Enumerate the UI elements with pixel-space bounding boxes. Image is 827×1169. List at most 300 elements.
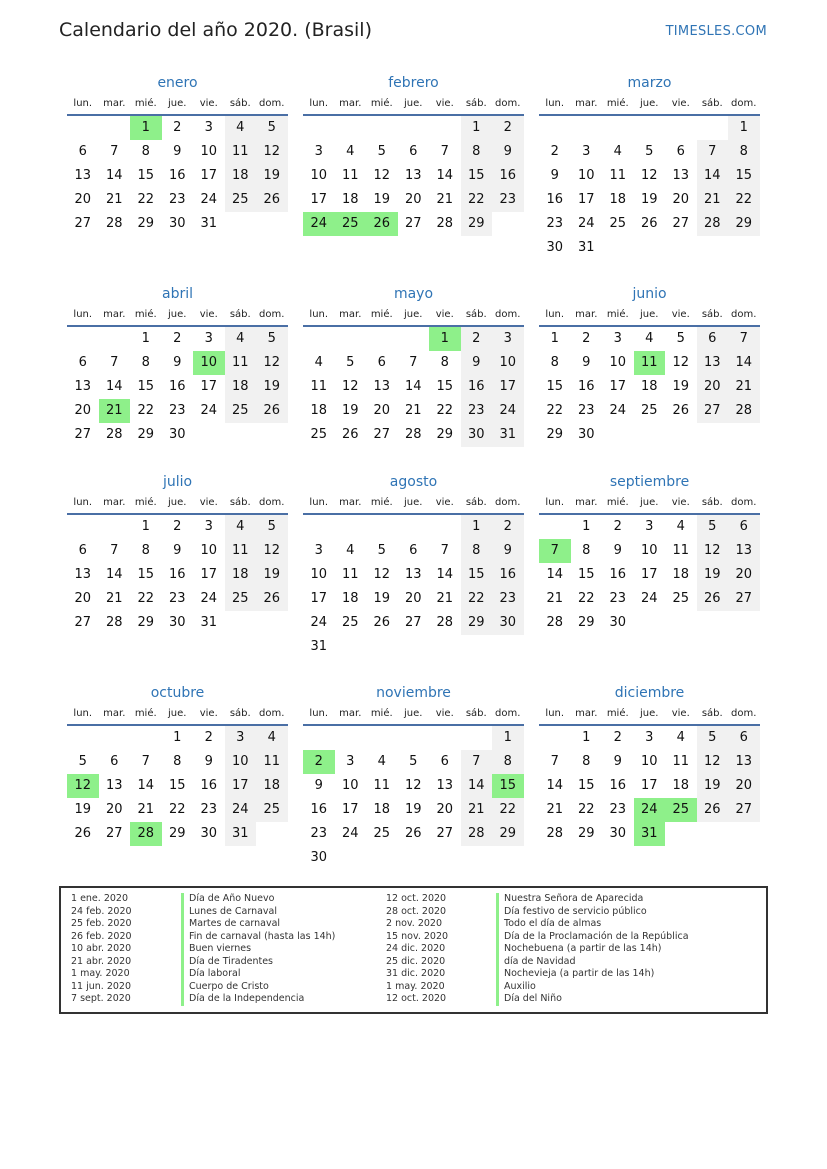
legend-row xyxy=(386,918,689,931)
day-cell: 23 xyxy=(168,192,186,207)
day-cell: 7 xyxy=(440,543,449,558)
holiday-day-cell: 10 xyxy=(193,351,225,375)
weekday-label: lun. xyxy=(73,98,93,109)
day-cell: 25 xyxy=(225,188,257,212)
day-cell: 16 xyxy=(492,563,524,587)
day-cell: 14 xyxy=(105,567,123,582)
empty-cell xyxy=(461,726,493,750)
empty-cell xyxy=(303,515,335,539)
day-cell: 17 xyxy=(341,802,359,817)
day-cell: 5 xyxy=(409,754,418,769)
empty-cell xyxy=(67,726,99,750)
day-cell: 29 xyxy=(137,615,155,630)
weekday-label: vie. xyxy=(671,98,690,109)
day-cell: 27 xyxy=(728,798,760,822)
day-cell: 7 xyxy=(550,754,559,769)
weekday-label: jue. xyxy=(168,309,187,320)
day-cell: 24 xyxy=(640,591,658,606)
weekday-label: sáb. xyxy=(465,309,487,320)
day-cell: 1 xyxy=(492,726,524,750)
legend-row xyxy=(386,981,689,994)
day-cell: 22 xyxy=(137,591,155,606)
weekday-header xyxy=(67,704,288,726)
day-cell: 6 xyxy=(78,543,87,558)
empty-cell xyxy=(539,116,571,140)
weekday-label: mar. xyxy=(575,708,598,719)
month-name: febrero xyxy=(388,75,439,91)
weekday-label: dom. xyxy=(259,309,285,320)
legend-color-marker xyxy=(181,981,184,994)
day-cell: 14 xyxy=(697,164,729,188)
empty-cell xyxy=(130,726,162,750)
weekday-label: lun. xyxy=(309,309,329,320)
day-cell: 19 xyxy=(697,563,729,587)
day-cell: 5 xyxy=(256,327,288,351)
day-cell: 3 xyxy=(645,730,654,745)
day-cell: 6 xyxy=(676,144,685,159)
day-cell: 7 xyxy=(110,543,119,558)
legend-holiday-name: Nochevieja (a partir de las 14h) xyxy=(504,968,655,979)
day-cell: 20 xyxy=(728,774,760,798)
day-cell: 29 xyxy=(492,822,524,846)
weekday-label: dom. xyxy=(259,98,285,109)
day-cell: 24 xyxy=(200,403,218,418)
legend-date: 28 oct. 2020 xyxy=(386,905,447,917)
day-cell: 17 xyxy=(577,192,595,207)
legend-row xyxy=(386,956,689,969)
legend-holiday-name: Nochebuena (a partir de las 14h) xyxy=(504,943,662,954)
weekday-header xyxy=(67,305,288,327)
day-cell: 26 xyxy=(672,403,690,418)
day-grid xyxy=(67,116,288,236)
day-cell: 8 xyxy=(582,543,591,558)
holiday-day-cell: 25 xyxy=(335,212,367,236)
day-cell: 2 xyxy=(550,144,559,159)
empty-cell xyxy=(99,116,131,140)
day-cell: 24 xyxy=(200,192,218,207)
day-grid xyxy=(67,327,288,447)
day-cell: 21 xyxy=(546,802,564,817)
empty-cell xyxy=(303,327,335,351)
weekday-label: dom. xyxy=(495,309,521,320)
legend-holiday-name: Día laboral xyxy=(189,968,241,979)
day-cell: 23 xyxy=(310,826,328,841)
legend-row xyxy=(71,993,335,1006)
day-cell: 10 xyxy=(310,168,328,183)
day-cell: 16 xyxy=(461,375,493,399)
day-cell: 23 xyxy=(492,188,524,212)
weekday-label: mié. xyxy=(134,708,157,719)
day-cell: 9 xyxy=(173,355,182,370)
day-cell: 1 xyxy=(173,730,182,745)
month-septiembre xyxy=(539,471,760,635)
day-cell: 22 xyxy=(461,188,493,212)
day-cell: 11 xyxy=(373,778,391,793)
weekday-label: jue. xyxy=(168,708,187,719)
day-cell: 20 xyxy=(728,563,760,587)
day-cell: 23 xyxy=(168,403,186,418)
day-cell: 22 xyxy=(137,192,155,207)
month-name: octubre xyxy=(150,685,205,701)
day-cell: 12 xyxy=(373,567,391,582)
month-name: julio xyxy=(162,474,193,490)
day-cell: 13 xyxy=(404,567,422,582)
empty-cell xyxy=(67,116,99,140)
day-cell: 3 xyxy=(492,327,524,351)
day-cell: 21 xyxy=(105,591,123,606)
day-cell: 15 xyxy=(137,168,155,183)
weekday-header xyxy=(539,493,760,515)
weekday-label: mar. xyxy=(103,708,126,719)
holiday-day-cell: 15 xyxy=(492,774,524,798)
month-mayo xyxy=(303,283,524,447)
empty-cell xyxy=(303,726,335,750)
day-cell: 9 xyxy=(550,168,559,183)
day-cell: 7 xyxy=(141,754,150,769)
day-cell: 12 xyxy=(373,168,391,183)
legend-color-marker xyxy=(496,993,499,1006)
weekday-header xyxy=(303,493,524,515)
day-cell: 5 xyxy=(78,754,87,769)
day-cell: 30 xyxy=(200,826,218,841)
weekday-header xyxy=(303,704,524,726)
day-cell: 18 xyxy=(225,563,257,587)
day-cell: 2 xyxy=(613,730,622,745)
day-cell: 7 xyxy=(110,144,119,159)
weekday-label: mié. xyxy=(606,309,629,320)
legend-date: 25 dic. 2020 xyxy=(386,955,446,967)
day-cell: 11 xyxy=(256,750,288,774)
month-julio xyxy=(67,471,288,635)
day-cell: 3 xyxy=(346,754,355,769)
weekday-label: mar. xyxy=(103,309,126,320)
day-cell: 10 xyxy=(225,750,257,774)
day-cell: 3 xyxy=(204,519,213,534)
weekday-label: vie. xyxy=(199,708,218,719)
day-cell: 10 xyxy=(200,144,218,159)
day-cell: 27 xyxy=(404,615,422,630)
legend-color-marker xyxy=(181,931,184,944)
day-cell: 27 xyxy=(373,427,391,442)
day-cell: 28 xyxy=(436,615,454,630)
day-cell: 2 xyxy=(173,519,182,534)
weekday-label: dom. xyxy=(495,708,521,719)
brand-link[interactable]: TIMESLES.COM xyxy=(665,24,767,39)
weekday-label: jue. xyxy=(168,98,187,109)
legend-date: 7 sept. 2020 xyxy=(71,993,131,1004)
day-cell: 16 xyxy=(168,168,186,183)
day-cell: 24 xyxy=(225,798,257,822)
legend-color-marker xyxy=(181,943,184,956)
day-cell: 14 xyxy=(728,351,760,375)
day-cell: 20 xyxy=(404,192,422,207)
day-cell: 11 xyxy=(310,379,328,394)
day-cell: 21 xyxy=(137,802,155,817)
day-grid xyxy=(67,515,288,635)
month-name: abril xyxy=(161,286,193,302)
day-cell: 1 xyxy=(582,519,591,534)
legend-holiday-name: Día de Año Nuevo xyxy=(189,893,275,904)
legend-date: 1 ene. 2020 xyxy=(71,893,128,904)
day-cell: 25 xyxy=(256,798,288,822)
holiday-day-cell: 2 xyxy=(303,750,335,774)
weekday-label: dom. xyxy=(731,497,757,508)
day-cell: 28 xyxy=(105,615,123,630)
holiday-day-cell: 24 xyxy=(634,798,666,822)
day-cell: 17 xyxy=(640,778,658,793)
holiday-day-cell: 31 xyxy=(634,822,666,846)
day-cell: 14 xyxy=(436,168,454,183)
month-name: septiembre xyxy=(609,474,690,490)
weekday-label: sáb. xyxy=(229,497,251,508)
day-cell: 2 xyxy=(173,331,182,346)
day-cell: 20 xyxy=(74,192,92,207)
day-cell: 10 xyxy=(609,355,627,370)
weekday-label: vie. xyxy=(671,708,690,719)
day-cell: 2 xyxy=(492,116,524,140)
day-cell: 31 xyxy=(200,615,218,630)
day-cell: 23 xyxy=(200,802,218,817)
day-cell: 22 xyxy=(436,403,454,418)
empty-cell xyxy=(335,327,367,351)
empty-cell xyxy=(697,116,729,140)
day-cell: 22 xyxy=(577,802,595,817)
day-cell: 21 xyxy=(461,798,493,822)
empty-cell xyxy=(398,726,430,750)
day-cell: 2 xyxy=(582,331,591,346)
day-cell: 27 xyxy=(728,587,760,611)
day-cell: 26 xyxy=(256,188,288,212)
day-cell: 8 xyxy=(461,539,493,563)
day-cell: 6 xyxy=(377,355,386,370)
legend-date: 15 nov. 2020 xyxy=(386,930,449,942)
day-grid xyxy=(539,515,760,635)
day-cell: 20 xyxy=(373,403,391,418)
weekday-label: mar. xyxy=(575,497,598,508)
empty-cell xyxy=(67,327,99,351)
day-cell: 10 xyxy=(310,567,328,582)
day-cell: 19 xyxy=(640,192,658,207)
day-cell: 27 xyxy=(74,216,92,231)
weekday-label: mié. xyxy=(606,98,629,109)
day-cell: 19 xyxy=(256,563,288,587)
day-cell: 30 xyxy=(168,216,186,231)
day-cell: 30 xyxy=(546,240,564,255)
day-cell: 29 xyxy=(461,611,493,635)
legend-holiday-name: Fin de carnaval (hasta las 14h) xyxy=(189,930,336,942)
legend-row xyxy=(71,906,335,919)
day-cell: 6 xyxy=(409,144,418,159)
day-cell: 10 xyxy=(640,754,658,769)
day-cell: 24 xyxy=(200,591,218,606)
month-febrero xyxy=(303,72,524,236)
holiday-day-cell: 24 xyxy=(303,212,335,236)
day-cell: 6 xyxy=(78,355,87,370)
day-cell: 22 xyxy=(728,188,760,212)
day-cell: 23 xyxy=(461,399,493,423)
weekday-label: sáb. xyxy=(465,98,487,109)
day-cell: 4 xyxy=(256,726,288,750)
day-cell: 2 xyxy=(492,515,524,539)
legend-holiday-name: Día festivo de servicio público xyxy=(504,905,647,917)
weekday-label: mié. xyxy=(606,708,629,719)
weekday-label: dom. xyxy=(495,497,521,508)
day-cell: 13 xyxy=(436,778,454,793)
day-cell: 17 xyxy=(200,168,218,183)
day-cell: 10 xyxy=(341,778,359,793)
empty-cell xyxy=(335,515,367,539)
day-cell: 20 xyxy=(74,403,92,418)
weekday-header xyxy=(303,94,524,116)
legend-date: 1 may. 2020 xyxy=(386,980,445,992)
day-cell: 27 xyxy=(74,615,92,630)
day-cell: 8 xyxy=(582,754,591,769)
day-cell: 14 xyxy=(404,379,422,394)
weekday-label: mar. xyxy=(575,309,598,320)
day-cell: 22 xyxy=(137,403,155,418)
day-cell: 21 xyxy=(436,192,454,207)
day-cell: 28 xyxy=(728,399,760,423)
day-cell: 12 xyxy=(697,539,729,563)
legend-color-marker xyxy=(496,981,499,994)
day-cell: 15 xyxy=(577,778,595,793)
weekday-label: mié. xyxy=(370,98,393,109)
day-cell: 25 xyxy=(640,403,658,418)
weekday-header xyxy=(539,704,760,726)
weekday-label: mar. xyxy=(103,98,126,109)
day-cell: 26 xyxy=(697,798,729,822)
day-cell: 10 xyxy=(577,168,595,183)
legend-date: 1 may. 2020 xyxy=(71,968,130,979)
legend-holiday-name: Auxilio xyxy=(504,980,536,992)
empty-cell xyxy=(398,116,430,140)
day-cell: 23 xyxy=(577,403,595,418)
day-cell: 11 xyxy=(225,351,257,375)
day-cell: 30 xyxy=(492,611,524,635)
day-cell: 5 xyxy=(676,331,685,346)
month-name: junio xyxy=(632,286,667,302)
day-cell: 4 xyxy=(613,144,622,159)
day-cell: 9 xyxy=(204,754,213,769)
day-cell: 30 xyxy=(310,850,328,865)
day-cell: 18 xyxy=(225,164,257,188)
day-cell: 6 xyxy=(440,754,449,769)
day-cell: 18 xyxy=(609,192,627,207)
day-cell: 18 xyxy=(341,591,359,606)
day-cell: 21 xyxy=(436,591,454,606)
day-cell: 12 xyxy=(640,168,658,183)
weekday-header xyxy=(67,493,288,515)
empty-cell xyxy=(634,116,666,140)
day-cell: 26 xyxy=(404,826,422,841)
day-cell: 14 xyxy=(546,567,564,582)
day-cell: 14 xyxy=(137,778,155,793)
weekday-label: jue. xyxy=(640,497,659,508)
day-cell: 5 xyxy=(697,515,729,539)
holiday-day-cell: 11 xyxy=(634,351,666,375)
weekday-label: vie. xyxy=(199,98,218,109)
day-cell: 1 xyxy=(461,515,493,539)
day-cell: 3 xyxy=(582,144,591,159)
day-cell: 17 xyxy=(200,379,218,394)
day-cell: 7 xyxy=(697,140,729,164)
day-cell: 23 xyxy=(609,802,627,817)
day-cell: 13 xyxy=(373,379,391,394)
day-cell: 24 xyxy=(492,399,524,423)
day-cell: 1 xyxy=(141,331,150,346)
day-cell: 5 xyxy=(377,543,386,558)
weekday-label: vie. xyxy=(199,497,218,508)
month-name: noviembre xyxy=(376,685,451,701)
month-name: marzo xyxy=(627,75,672,91)
holiday-day-cell: 25 xyxy=(665,798,697,822)
day-cell: 31 xyxy=(577,240,595,255)
legend-date: 25 feb. 2020 xyxy=(71,918,132,929)
weekday-label: jue. xyxy=(168,497,187,508)
day-cell: 9 xyxy=(582,355,591,370)
day-cell: 18 xyxy=(672,778,690,793)
day-cell: 16 xyxy=(168,379,186,394)
day-cell: 3 xyxy=(204,331,213,346)
day-cell: 29 xyxy=(577,826,595,841)
day-cell: 15 xyxy=(137,379,155,394)
weekday-label: jue. xyxy=(404,497,423,508)
day-cell: 28 xyxy=(105,216,123,231)
day-cell: 21 xyxy=(728,375,760,399)
day-cell: 12 xyxy=(341,379,359,394)
day-cell: 7 xyxy=(728,327,760,351)
day-cell: 3 xyxy=(314,543,323,558)
weekday-label: sáb. xyxy=(465,497,487,508)
day-cell: 13 xyxy=(728,750,760,774)
day-cell: 13 xyxy=(74,379,92,394)
day-cell: 9 xyxy=(461,351,493,375)
day-cell: 31 xyxy=(225,822,257,846)
day-cell: 11 xyxy=(225,539,257,563)
day-cell: 30 xyxy=(168,427,186,442)
legend-holiday-name: Día del Niño xyxy=(504,993,562,1004)
day-cell: 15 xyxy=(577,567,595,582)
day-grid xyxy=(67,726,288,846)
weekday-label: vie. xyxy=(671,309,690,320)
day-cell: 10 xyxy=(640,543,658,558)
weekday-label: mar. xyxy=(575,98,598,109)
weekday-label: lun. xyxy=(545,708,565,719)
day-cell: 23 xyxy=(546,216,564,231)
day-cell: 15 xyxy=(168,778,186,793)
month-name: diciembre xyxy=(614,685,685,701)
legend-row xyxy=(71,893,335,906)
day-cell: 28 xyxy=(546,615,564,630)
weekday-header xyxy=(67,94,288,116)
weekday-label: mié. xyxy=(370,497,393,508)
weekday-label: lun. xyxy=(545,497,565,508)
day-cell: 4 xyxy=(645,331,654,346)
day-cell: 8 xyxy=(141,355,150,370)
day-cell: 15 xyxy=(436,379,454,394)
weekday-label: vie. xyxy=(435,708,454,719)
weekday-label: mié. xyxy=(370,309,393,320)
day-cell: 11 xyxy=(672,543,690,558)
month-octubre xyxy=(67,682,288,846)
day-cell: 13 xyxy=(74,567,92,582)
day-cell: 8 xyxy=(141,144,150,159)
legend-row xyxy=(71,918,335,931)
month-marzo xyxy=(539,72,760,260)
legend-date: 26 feb. 2020 xyxy=(71,930,132,942)
day-cell: 1 xyxy=(461,116,493,140)
day-cell: 14 xyxy=(105,379,123,394)
